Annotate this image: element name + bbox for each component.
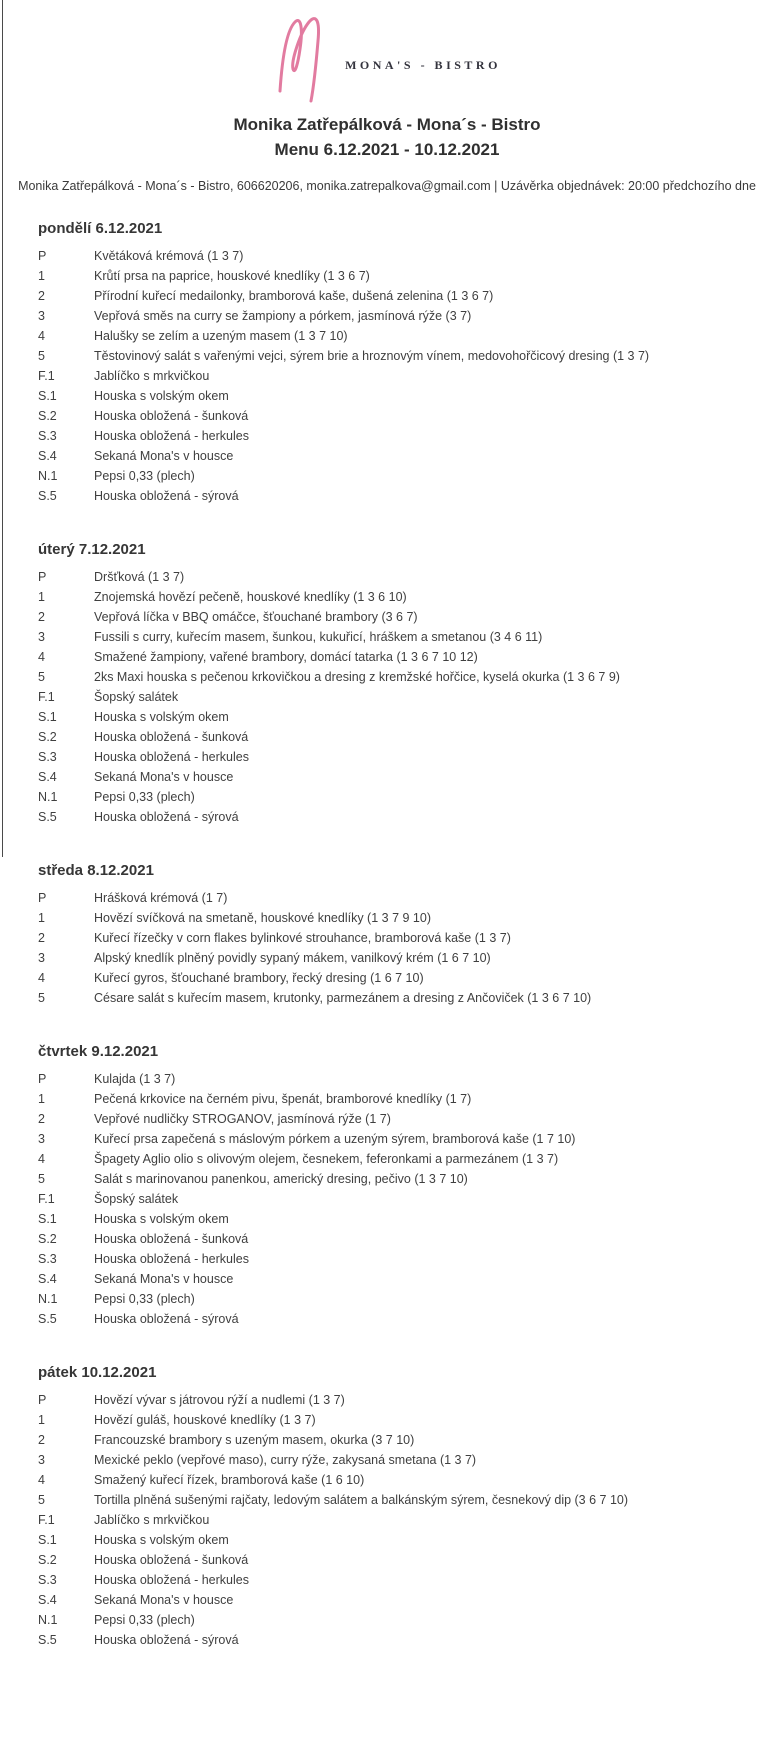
menu-item-name: Kuřecí gyros, šťouchané brambory, řecký dresing (1 6 7 10) (94, 971, 424, 985)
menu-item-code: S.3 (38, 1573, 57, 1587)
menu-row (38, 1470, 754, 1490)
menu-item-name: Kuřecí řízečky v corn flakes bylinkové strouhance, bramborová kaše (1 3 7) (94, 931, 511, 945)
menu-item-code: S.3 (38, 750, 57, 764)
menu-item-code: 4 (38, 329, 45, 343)
menu-row (38, 567, 754, 587)
menu-item-code: 4 (38, 1473, 45, 1487)
menu-row (38, 346, 754, 366)
menu-item-code: 1 (38, 911, 45, 925)
day-rows (38, 246, 754, 506)
menu-item-name: Houska obložená - sýrová (94, 1633, 239, 1647)
menu-row (38, 747, 754, 767)
menu-item-code: S.1 (38, 1533, 57, 1547)
menu-item-name: Hovězí guláš, houskové knedlíky (1 3 7) (94, 1413, 316, 1427)
page-title: Monika Zatřepálková - Mona´s - Bistro (233, 115, 541, 134)
day-section (38, 1364, 754, 1650)
menu-item-name: Pepsi 0,33 (plech) (94, 469, 195, 483)
day-rows (38, 567, 754, 827)
menu-row (38, 1209, 754, 1229)
day-section (38, 1043, 754, 1329)
menu-row (38, 968, 754, 988)
menu-item-code: 3 (38, 630, 45, 644)
menu-row (38, 928, 754, 948)
menu-item-name: Houska s volským okem (94, 710, 229, 724)
menu-item-name: Znojemská hovězí pečeně, houskové knedlíky (1 3 6 10) (94, 590, 407, 604)
menu-item-name: Houska obložená - herkules (94, 750, 249, 764)
menu-item-code: S.5 (38, 1312, 57, 1326)
menu-row (38, 1530, 754, 1550)
menu-item-code: 5 (38, 991, 45, 1005)
menu-row (38, 787, 754, 807)
menu-item-code: S.5 (38, 489, 57, 503)
menu-row (38, 386, 754, 406)
menu-item-name: Šopský salátek (94, 1192, 179, 1206)
menu-item-code: S.4 (38, 449, 57, 463)
day-title: pondělí 6.12.2021 (38, 220, 163, 237)
menu-row (38, 607, 754, 627)
menu-row (38, 1450, 754, 1470)
menu-row (38, 687, 754, 707)
menu-item-code: S.2 (38, 409, 57, 423)
menu-item-name: Vepřová směs na curry se žampiony a pórkem, jasmínová rýže (3 7) (94, 309, 472, 323)
menu-item-code: 4 (38, 1152, 45, 1166)
menu-item-code: S.1 (38, 1212, 57, 1226)
menu-item-name: Přírodní kuřecí medailonky, bramborová kaše, dušená zelenina (1 3 6 7) (94, 289, 494, 303)
menu-row (38, 1410, 754, 1430)
menu-item-name: Jablíčko s mrkvičkou (94, 1513, 210, 1527)
menu-item-name: Kulajda (1 3 7) (94, 1072, 176, 1086)
menu-item-code: N.1 (38, 469, 58, 483)
menu-row (38, 326, 754, 346)
menu-item-name: Těstovinový salát s vařenými vejci, sýrem brie a hroznovým vínem, medovohořčicový dresing (1 3 7) (94, 349, 650, 363)
menu-row (38, 1510, 754, 1530)
menu-item-name: Hovězí svíčková na smetaně, houskové knedlíky (1 3 7 9 10) (94, 911, 431, 925)
menu-item-code: 2 (38, 1112, 45, 1126)
menu-item-name: Houska obložená - herkules (94, 429, 249, 443)
menu-item-name: 2ks Maxi houska s pečenou krkovičkou a dresing z kremžské hořčice, kyselá okurka (1 3 6 7 9) (94, 670, 620, 684)
menu-days (0, 220, 774, 1650)
menu-item-code: 3 (38, 1453, 45, 1467)
day-rows (38, 1390, 754, 1650)
menu-item-code: 1 (38, 1092, 45, 1106)
menu-item-name: Houska obložená - šunková (94, 730, 249, 744)
menu-item-code: S.2 (38, 730, 57, 744)
page-left-border (2, 0, 3, 857)
menu-item-code: 3 (38, 309, 45, 323)
day-rows (38, 1069, 754, 1329)
menu-row (38, 1309, 754, 1329)
menu-row (38, 667, 754, 687)
menu-item-name: Sekaná Mona's v housce (94, 770, 234, 784)
menu-item-name: Sekaná Mona's v housce (94, 449, 234, 463)
menu-item-code: S.4 (38, 1593, 57, 1607)
menu-item-code: 1 (38, 590, 45, 604)
menu-row (38, 1490, 754, 1510)
menu-item-name: Houska obložená - herkules (94, 1252, 249, 1266)
menu-item-code: S.5 (38, 1633, 57, 1647)
menu-row (38, 1550, 754, 1570)
menu-item-name: Houska obložená - sýrová (94, 810, 239, 824)
menu-item-code: 3 (38, 1132, 45, 1146)
menu-row (38, 1089, 754, 1109)
menu-item-code: 1 (38, 269, 45, 283)
menu-item-name: Pepsi 0,33 (plech) (94, 1613, 195, 1627)
day-title: úterý 7.12.2021 (38, 541, 146, 558)
day-section (38, 862, 754, 1008)
menu-item-code: 5 (38, 1172, 45, 1186)
menu-item-name: Hrášková krémová (1 7) (94, 891, 228, 905)
menu-row (38, 627, 754, 647)
menu-row (38, 1590, 754, 1610)
menu-item-code: 5 (38, 1493, 45, 1507)
menu-item-name: Dršťková (1 3 7) (94, 570, 185, 584)
menu-row (38, 1570, 754, 1590)
menu-item-name: Špagety Aglio olio s olivovým olejem, česnekem, feferonkami a parmezánem (1 3 7) (94, 1152, 559, 1166)
menu-row (38, 1269, 754, 1289)
menu-row (38, 246, 754, 266)
menu-row (38, 306, 754, 326)
menu-item-name: Květáková krémová (1 3 7) (94, 249, 244, 263)
menu-item-name: Smažený kuřecí řízek, bramborová kaše (1 6 10) (94, 1473, 365, 1487)
menu-item-name: Alpský knedlík plněný povidly sypaný mákem, vanilkový krém (1 6 7 10) (94, 951, 491, 965)
menu-item-name: Francouzské brambory s uzeným masem, okurka (3 7 10) (94, 1433, 415, 1447)
menu-row (38, 1630, 754, 1650)
menu-item-name: Houska s volským okem (94, 1533, 229, 1547)
menu-item-name: Vepřová líčka v BBQ omáčce, šťouchané brambory (3 6 7) (94, 610, 418, 624)
menu-item-code: 1 (38, 1413, 45, 1427)
menu-item-code: N.1 (38, 790, 58, 804)
menu-row (38, 1289, 754, 1309)
menu-row (38, 406, 754, 426)
day-title: čtvrtek 9.12.2021 (38, 1043, 159, 1060)
menu-row (38, 1229, 754, 1249)
day-title: pátek 10.12.2021 (38, 1364, 157, 1381)
menu-item-name: Houska obložená - sýrová (94, 1312, 239, 1326)
menu-item-name: Kuřecí prsa zapečená s máslovým pórkem a uzeným sýrem, bramborová kaše (1 7 10) (94, 1132, 576, 1146)
menu-row (38, 1069, 754, 1089)
logo-m-icon (273, 12, 335, 104)
menu-item-code: F.1 (38, 369, 55, 383)
menu-item-code: N.1 (38, 1613, 58, 1627)
menu-item-code: P (38, 249, 47, 263)
menu-row (38, 587, 754, 607)
menu-item-name: Fussili s curry, kuřecím masem, šunkou, kukuřicí, hráškem a smetanou (3 4 6 11) (94, 630, 543, 644)
menu-row (38, 727, 754, 747)
menu-item-name: Houska obložená - šunková (94, 1553, 249, 1567)
page-header (0, 0, 774, 193)
menu-row (38, 1189, 754, 1209)
menu-item-code: 2 (38, 1433, 45, 1447)
menu-item-code: S.2 (38, 1232, 57, 1246)
menu-item-name: Pepsi 0,33 (plech) (94, 790, 195, 804)
menu-row (38, 486, 754, 506)
menu-row (38, 1109, 754, 1129)
menu-date-range: Menu 6.12.2021 - 10.12.2021 (274, 140, 500, 159)
menu-row (38, 647, 754, 667)
menu-row (38, 466, 754, 486)
menu-item-name: Krůtí prsa na paprice, houskové knedlíky (1 3 6 7) (94, 269, 370, 283)
menu-item-name: Houska s volským okem (94, 389, 229, 403)
menu-item-name: Houska obložená - šunková (94, 1232, 249, 1246)
menu-item-code: P (38, 891, 47, 905)
menu-row (38, 1430, 754, 1450)
menu-item-name: Smažené žampiony, vařené brambory, domácí tatarka (1 3 6 7 10 12) (94, 650, 478, 664)
menu-row (38, 446, 754, 466)
menu-row (38, 988, 754, 1008)
menu-item-code: S.1 (38, 389, 57, 403)
menu-item-code: S.1 (38, 710, 57, 724)
menu-row (38, 1610, 754, 1630)
menu-item-code: S.4 (38, 1272, 57, 1286)
menu-item-code: S.2 (38, 1553, 57, 1567)
menu-item-code: S.5 (38, 810, 57, 824)
menu-item-name: Houska s volským okem (94, 1212, 229, 1226)
menu-item-code: 5 (38, 349, 45, 363)
menu-item-name: Pečená krkovice na černém pivu, špenát, bramborové knedlíky (1 7) (94, 1092, 472, 1106)
menu-item-code: 2 (38, 610, 45, 624)
menu-item-name: Salát s marinovanou panenkou, americký dresing, pečivo (1 3 7 10) (94, 1172, 468, 1186)
menu-item-name: Jablíčko s mrkvičkou (94, 369, 210, 383)
menu-row (38, 888, 754, 908)
menu-row (38, 266, 754, 286)
day-title: středa 8.12.2021 (38, 862, 154, 879)
menu-item-code: F.1 (38, 1513, 55, 1527)
menu-item-name: Houska obložená - herkules (94, 1573, 249, 1587)
menu-item-name: Tortilla plněná sušenými rajčaty, ledovým salátem a balkánským sýrem, česnekový dip (3 6 7 10) (94, 1493, 629, 1507)
menu-row (38, 948, 754, 968)
menu-row (38, 1149, 754, 1169)
menu-item-name: Houska obložená - sýrová (94, 489, 239, 503)
menu-item-code: P (38, 1072, 47, 1086)
menu-item-code: 4 (38, 650, 45, 664)
menu-row (38, 1169, 754, 1189)
day-section (38, 220, 754, 506)
menu-item-code: S.3 (38, 1252, 57, 1266)
menu-item-code: 3 (38, 951, 45, 965)
menu-item-code: F.1 (38, 690, 55, 704)
menu-item-name: Césare salát s kuřecím masem, krutonky, parmezánem a dresing z Ančoviček (1 3 6 7 10) (94, 991, 592, 1005)
menu-row (38, 1390, 754, 1410)
contact-line: Monika Zatřepálková - Mona´s - Bistro, 606620206, monika.zatrepalkova@gmail.com | Uzávěrka objednávek: 20:00 předchozího dne (18, 179, 756, 193)
menu-item-code: P (38, 570, 47, 584)
menu-item-name: Hovězí vývar s játrovou rýží a nudlemi (1 3 7) (94, 1393, 345, 1407)
menu-item-code: 2 (38, 289, 45, 303)
menu-item-name: Sekaná Mona's v housce (94, 1593, 234, 1607)
menu-item-name: Houska obložená - šunková (94, 409, 249, 423)
menu-row (38, 1249, 754, 1269)
logo-wordmark: MONA'S - BISTRO (345, 57, 501, 72)
menu-row (38, 286, 754, 306)
menu-row (38, 908, 754, 928)
menu-item-name: Sekaná Mona's v housce (94, 1272, 234, 1286)
menu-row (38, 767, 754, 787)
menu-item-code: 4 (38, 971, 45, 985)
menu-item-name: Halušky se zelím a uzeným masem (1 3 7 10) (94, 329, 348, 343)
day-section (38, 541, 754, 827)
menu-row (38, 807, 754, 827)
menu-item-code: 5 (38, 670, 45, 684)
menu-item-code: S.3 (38, 429, 57, 443)
menu-row (38, 1129, 754, 1149)
menu-item-code: 2 (38, 931, 45, 945)
menu-item-name: Šopský salátek (94, 690, 179, 704)
menu-item-code: P (38, 1393, 47, 1407)
logo (0, 12, 774, 104)
menu-item-name: Vepřové nudličky STROGANOV, jasmínová rýže (1 7) (94, 1112, 391, 1126)
menu-item-name: Pepsi 0,33 (plech) (94, 1292, 195, 1306)
menu-row (38, 707, 754, 727)
menu-row (38, 426, 754, 446)
menu-item-code: F.1 (38, 1192, 55, 1206)
menu-row (38, 366, 754, 386)
menu-item-name: Mexické peklo (vepřové maso), curry rýže, zakysaná smetana (1 3 7) (94, 1453, 477, 1467)
menu-item-code: S.4 (38, 770, 57, 784)
day-rows (38, 888, 754, 1008)
menu-item-code: N.1 (38, 1292, 58, 1306)
title-block (0, 112, 774, 162)
